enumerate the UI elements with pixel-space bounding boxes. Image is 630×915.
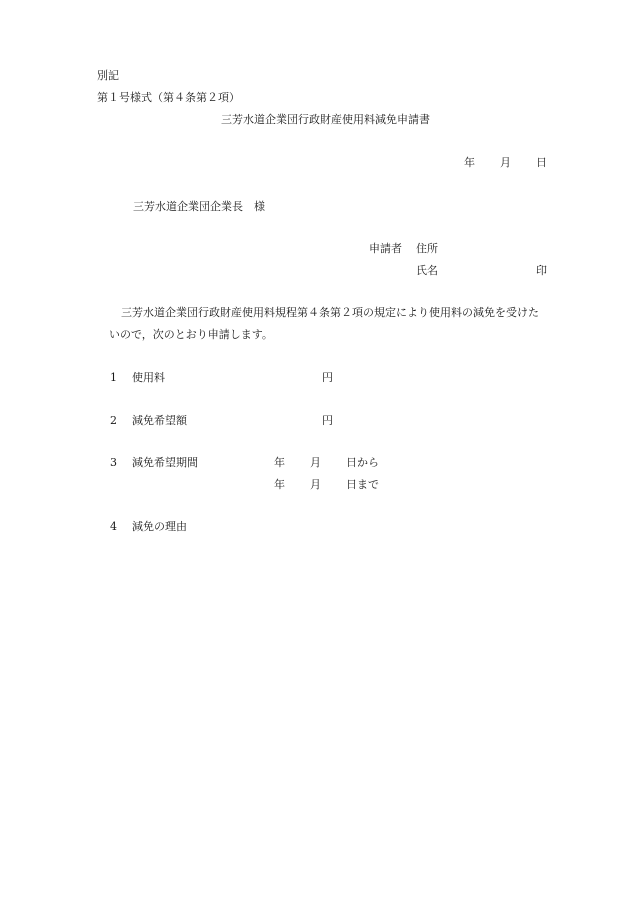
period-to-month: 月	[310, 478, 321, 491]
item-4-label: 減免の理由	[132, 520, 187, 533]
address-label: 住所	[416, 242, 438, 255]
date-year-label: 年	[464, 156, 475, 169]
applicant-label: 申請者	[369, 242, 402, 255]
item-3-label: 減免希望期間	[132, 456, 198, 469]
body-line-2: いので，次のとおり申請します。	[109, 328, 273, 341]
name-label: 氏名	[416, 264, 438, 277]
item-2-label: 減免希望額	[132, 414, 187, 427]
addressee: 三芳水道企業団企業長 様	[133, 200, 265, 213]
item-2-number: 2	[110, 414, 117, 427]
period-to-year: 年	[274, 478, 285, 491]
period-from-month: 月	[310, 456, 321, 469]
period-to-day: 日まで	[346, 478, 379, 491]
form-number: 第１号様式（第４条第２項）	[97, 91, 240, 104]
date-month-label: 月	[500, 156, 511, 169]
page-title: 三芳水道企業団行政財産使用料減免申請書	[221, 113, 430, 126]
seal-mark: 印	[536, 264, 547, 277]
period-from-day: 日から	[346, 456, 379, 469]
item-1-unit: 円	[322, 371, 333, 384]
period-from-year: 年	[274, 456, 285, 469]
body-line-1: 三芳水道企業団行政財産使用料規程第４条第２項の規定により使用料の減免を受けた	[121, 306, 539, 319]
annex-label: 別記	[97, 69, 119, 82]
item-1-label: 使用料	[132, 371, 165, 384]
item-3-number: 3	[110, 456, 117, 469]
item-4-number: 4	[110, 520, 117, 533]
item-2-unit: 円	[322, 414, 333, 427]
date-day-label: 日	[536, 156, 547, 169]
item-1-number: 1	[110, 371, 117, 384]
